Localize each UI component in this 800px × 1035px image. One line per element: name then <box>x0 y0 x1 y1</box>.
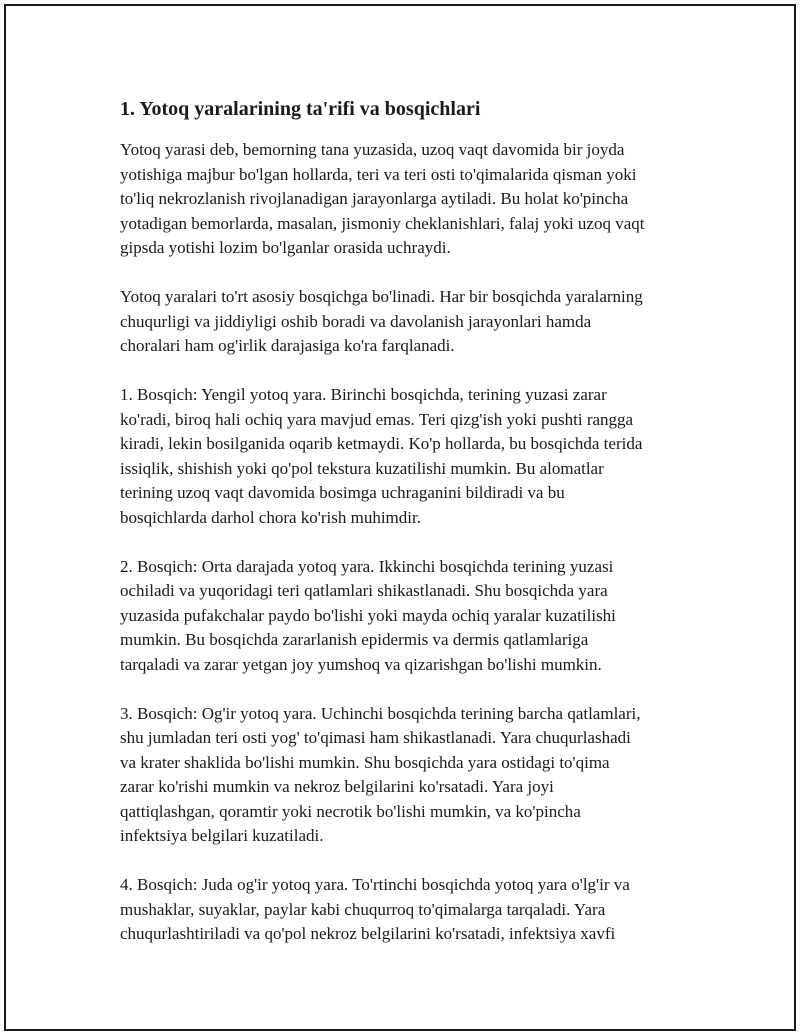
paragraph-stage-3 <box>120 702 700 849</box>
text-line: yuzasida pufakchalar paydo bo'lishi yoki mayda ochiq yaralar kuzatilishi <box>120 605 616 625</box>
paragraph-stage-2 <box>120 555 700 678</box>
document-body <box>120 96 700 971</box>
text-line: 1. Bosqich: Yengil yotoq yara. Birinchi bosqichda, terining yuzasi zarar <box>120 385 607 404</box>
text-line: Yotoq yaralari to'rt asosiy bosqichga bo'linadi. Har bir bosqichda yaralarning <box>120 287 643 306</box>
text-line: qattiqlashgan, qoramtir yoki necrotik bo'lishi mumkin, va ko'pincha <box>120 801 581 821</box>
text-line: chuqurlashtiriladi va qo'pol nekroz belgilarini ko'rsatadi, infektsiya xavfi <box>120 924 616 943</box>
text-line: yotadigan bemorlarda, masalan, jismoniy cheklanishlari, falaj yoki uzoq vaqt <box>120 213 645 233</box>
paragraph-definition <box>120 138 700 261</box>
text-line: ko'radi, biroq hali ochiq yara mavjud emas. Teri qizg'ish yoki pushti rangga <box>120 409 634 429</box>
text-line: 2. Bosqich: Orta darajada yotoq yara. Ikkinchi bosqichda terining yuzasi <box>120 556 614 576</box>
document-page <box>4 4 796 1031</box>
text-line: va krater shaklida bo'lishi mumkin. Shu bosqichda yara ostidagi to'qima <box>120 752 610 772</box>
text-line: gipsda yotishi lozim bo'lganlar orasida uchraydi. <box>120 238 451 257</box>
text-line: ochiladi va yuqoridagi teri qatlamlari shikastlanadi. Shu bosqichda yara <box>120 581 608 600</box>
text-line: shu jumladan teri osti yog' to'qimasi ham shikastlanadi. Yara chuqurlashadi <box>120 728 631 747</box>
text-line: mushaklar, suyaklar, paylar kabi chuqurroq to'qimalarga tarqaladi. Yara <box>120 899 606 919</box>
text-line: tarqaladi va zarar yetgan joy yumshoq va qizarishgan bo'lishi mumkin. <box>120 654 602 674</box>
text-line: zarar ko'rishi mumkin va nekroz belgilarini ko'rsatadi. Yara joyi <box>120 777 554 796</box>
text-line: choralari ham og'irlik darajasiga ko'ra farqlanadi. <box>120 336 455 355</box>
text-line: issiqlik, shishish yoki qo'pol tekstura kuzatilishi mumkin. Bu alomatlar <box>120 458 604 478</box>
text-line: to'liq nekrozlanish rivojlanadigan jarayonlarga aytiladi. Bu holat ko'pincha <box>120 189 629 208</box>
text-line: 3. Bosqich: Og'ir yotoq yara. Uchinchi bosqichda terining barcha qatlamlari, <box>120 703 641 723</box>
text-line: chuqurligi va jiddiyligi oshib boradi va davolanish jarayonlari hamda <box>120 311 592 331</box>
text-line: mumkin. Bu bosqichda zararlanish epidermis va dermis qatlamlariga <box>120 630 589 649</box>
text-line: kiradi, lekin bosilganida oqarib ketmaydi. Ko'p hollarda, bu bosqichda terida <box>120 434 643 453</box>
text-line: bosqichlarda darhol chora ko'rish muhimdir. <box>120 507 421 527</box>
paragraph-stages-intro <box>120 285 700 359</box>
paragraph-stage-1 <box>120 383 700 530</box>
text-line: terining uzoq vaqt davomida bosimga uchraganini bildiradi va bu <box>120 483 565 502</box>
text-line: Yotoq yarasi deb, bemorning tana yuzasida, uzoq vaqt davomida bir joyda <box>120 140 625 159</box>
text-line: infektsiya belgilari kuzatiladi. <box>120 826 324 845</box>
paragraph-stage-4 <box>120 873 700 947</box>
section-heading: 1. Yotoq yaralarining ta'rifi va bosqichlari <box>120 98 481 120</box>
text-line: 4. Bosqich: Juda og'ir yotoq yara. To'rtinchi bosqichda yotoq yara o'lg'ir va <box>120 875 630 894</box>
text-line: yotishiga majbur bo'lgan hollarda, teri va teri osti to'qimalarida qisman yoki <box>120 164 637 184</box>
